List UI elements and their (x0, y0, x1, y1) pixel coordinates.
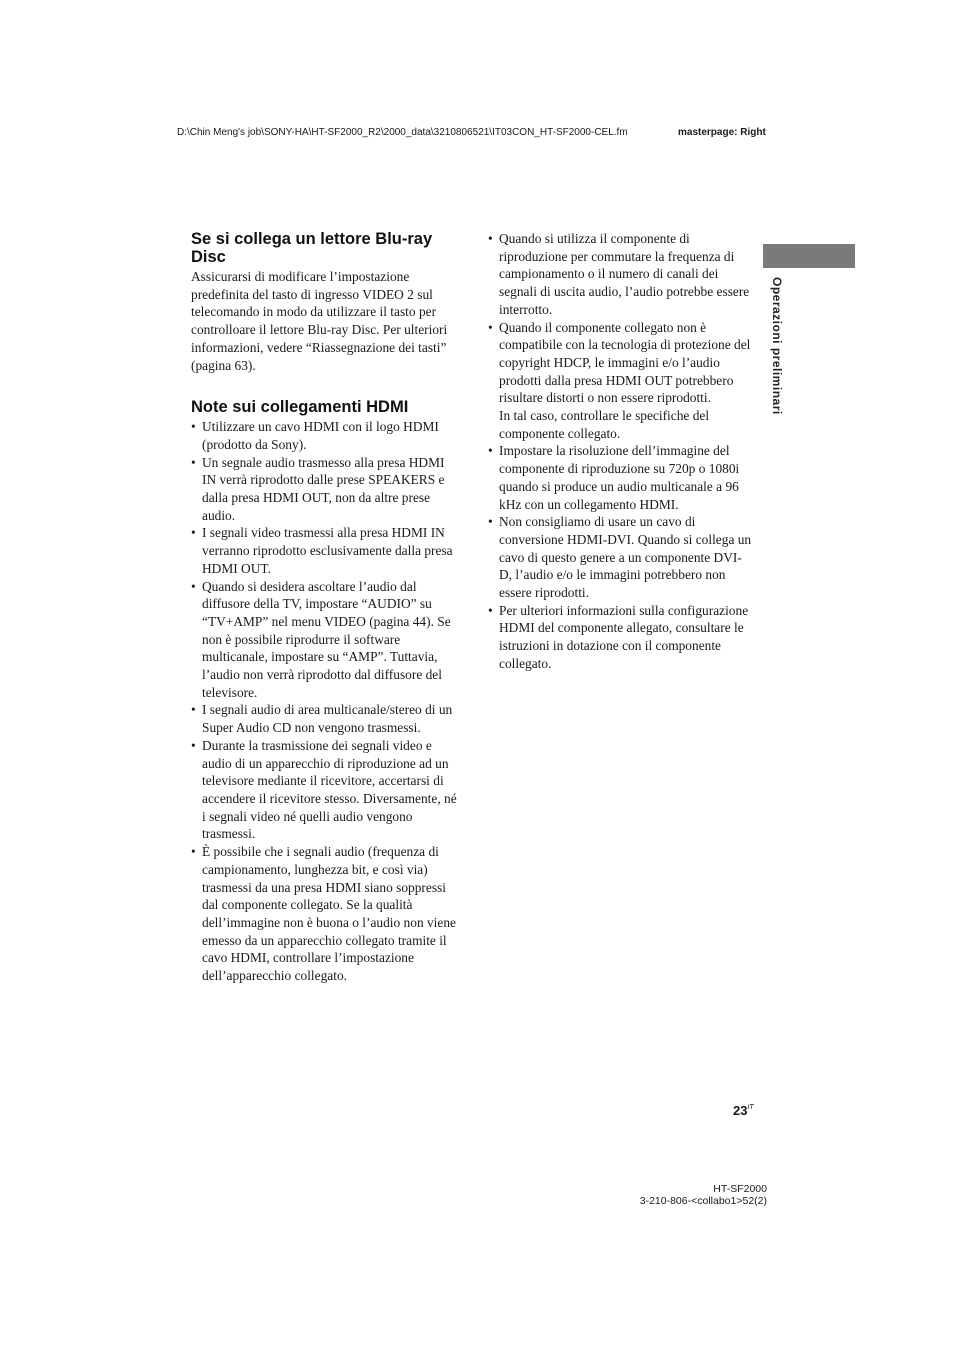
footer-code: 3-210-806-<collabo1>52(2) (639, 1195, 767, 1207)
list-item: • Utilizzare un cavo HDMI con il logo HDMI (prodotto da Sony). (191, 418, 457, 453)
list-item: • Impostare la risoluzione dell’immagine del componente di riproduzione su 720p o 1080i quando si produce un audio multicanale a 96 kHz con un collegamento HDMI. (488, 442, 754, 513)
list-item: • I segnali video trasmessi alla presa HDMI IN verranno riprodotto esclusivamente dalla presa HDMI OUT. (191, 524, 457, 577)
hdmi-notes-list (191, 418, 457, 985)
hdmi-notes-list-continued (488, 230, 754, 673)
section-body-bluray: Assicurarsi di modificare l’impostazione predefinita del tasto di ingresso VIDEO 2 sul telecomando in modo da utilizzare il tasto per controlloare il lettore Blu-ray Disc. Per ulteriori informazioni, vedere “Riassegnazione dei tasti” (pagina 63). (191, 269, 448, 373)
right-column (488, 230, 754, 673)
list-item: • È possibile che i segnali audio (frequenza di campionamento, lunghezza bit, e così via) trasmessi da una presa HDMI siano soppressi dal componente collegato. Se la qualità dell’immagine non è buona o l’audio non viene emesso da un apparecchio collegato tramite il cavo HDMI, controllare l’impostazione dell’apparecchio collegato. (191, 843, 457, 985)
list-item: • Quando si desidera ascoltare l’audio dal diffusore della TV, impostare “AUDIO” su “TV+AMP” nel menu VIDEO (pagina 44). Se non è possibile riprodurre il software multicanale, impostare su “AMP”. Tuttavia, l’audio non verrà riprodotto dal diffusore del televisore. (191, 578, 457, 702)
masterpage-label: masterpage: Right (678, 127, 766, 138)
list-item: • Quando si utilizza il componente di riproduzione per commutare la frequenza di campionamento o il numero di canali dei segnali di uscita audio, l’audio potrebbe essere interrotto. (488, 230, 754, 319)
section-title-bluray: Se si collega un lettore Blu-ray Disc (191, 230, 433, 266)
section-title-hdmi-notes: Note sui collegamenti HDMI (191, 398, 409, 417)
file-path-header: D:\Chin Meng's job\SONY-HA\HT-SF2000_R2\2000_data\3210806521\IT03CON_HT-SF2000-CEL.fm (177, 127, 628, 138)
page-number (733, 1103, 754, 1118)
list-item: • Un segnale audio trasmesso alla presa HDMI IN verrà riprodotto dalle prese SPEAKERS e dalla presa HDMI OUT, non da altre prese audio. (191, 454, 457, 525)
list-item: • Non consigliamo di usare un cavo di conversione HDMI-DVI. Quando si collega un cavo di questo genere a un componente DVI-D, l’audio e/o le immagini potrebbero non essere riprodotti. (488, 513, 754, 602)
list-item: • Durante la trasmissione dei segnali video e audio di un apparecchio di riproduzione ad un televisore mediante il ricevitore, accertarsi di accendere il ricevitore stesso. Diversamente, né i segnali video né quelli audio vengono trasmessi. (191, 737, 457, 843)
page-language-suffix: IT (747, 1104, 754, 1111)
list-item: • Per ulteriori informazioni sulla configurazione HDMI del componente allegato, consultare le istruzioni in dotazione con il componente collegato. (488, 602, 754, 673)
left-column (191, 230, 457, 985)
footer-model: HT-SF2000 (713, 1183, 767, 1195)
chapter-tab-label: Operazioni preliminari (770, 277, 784, 415)
page-number-value: 23 (733, 1103, 748, 1118)
list-item: • I segnali audio di area multicanale/stereo di un Super Audio CD non vengono trasmessi. (191, 701, 457, 736)
chapter-tab-marker (763, 244, 855, 268)
list-item-text: Quando il componente collegato non è compatibile con la tecnologia di protezione del copyright HDCP, le immagini e/o l’audio prodotti dalla presa HDMI OUT potrebbero risultare distorti o non essere riprodotti. (499, 319, 751, 406)
list-item-continuation: In tal caso, controllare le specifiche del componente collegato. (499, 408, 710, 441)
list-item (488, 319, 754, 443)
